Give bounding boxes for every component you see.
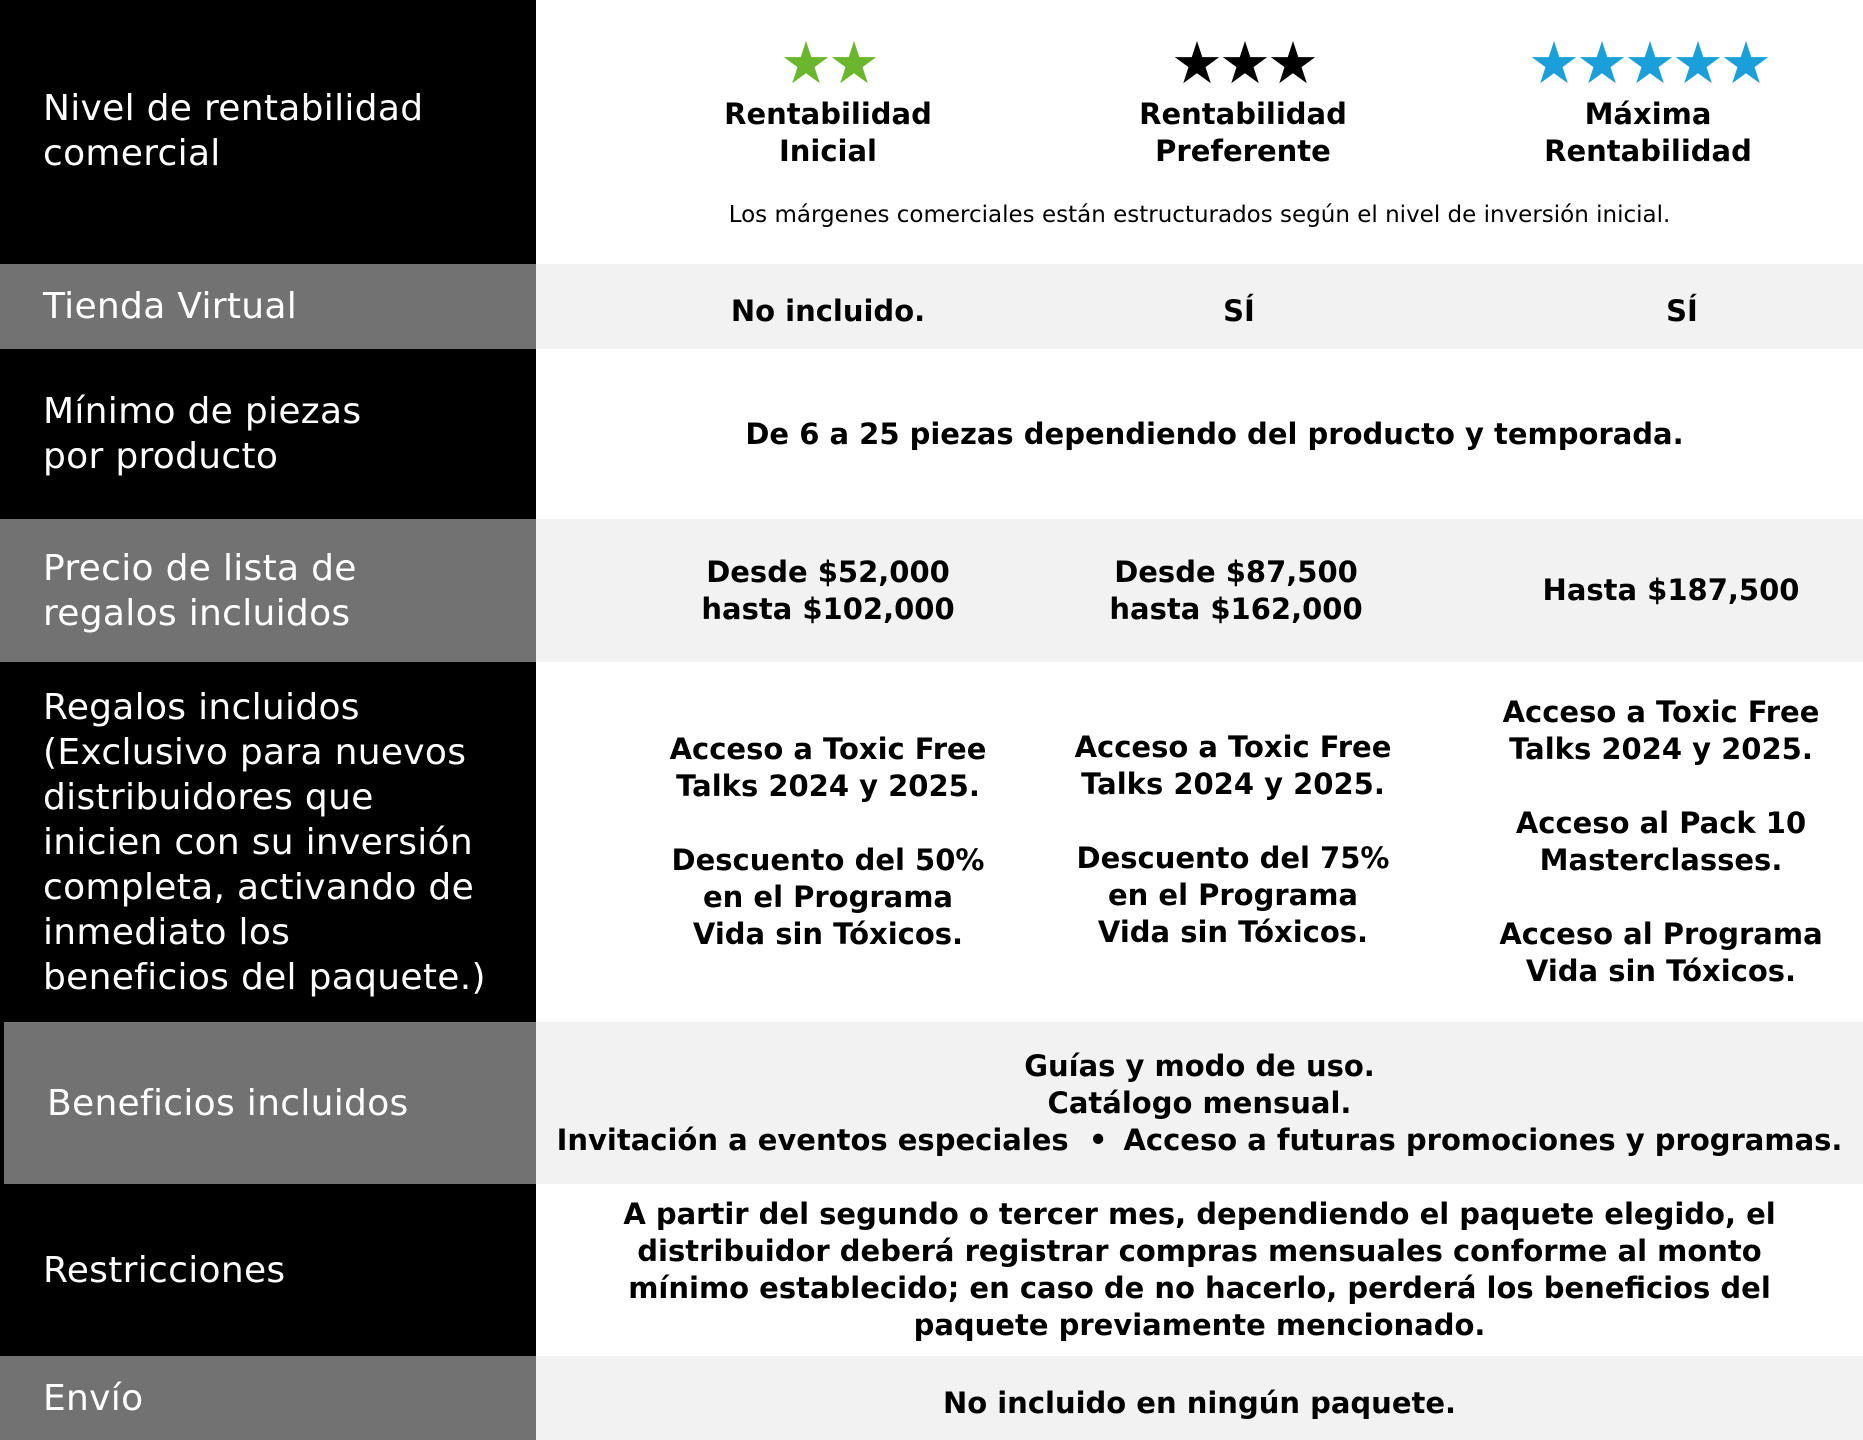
restrictions-text [536, 1184, 1863, 1356]
value-tier-2: SÍ [1223, 294, 1255, 328]
row-label-benefits [0, 1022, 536, 1184]
row-label-gifts [0, 662, 536, 1022]
minimum-pieces-text: De 6 a 25 piezas dependiendo del producto y temporada. [745, 416, 1684, 451]
gifts-tier-2 [1033, 662, 1433, 1022]
star-rating-3-icon: ★★★ [1171, 29, 1315, 97]
gift-price-values [536, 519, 1863, 662]
gifts-tier-3 [1461, 662, 1861, 1022]
shipping-text: No incluido en ningún paquete. [942, 1385, 1457, 1420]
benefit-line2: Catálogo mensual. [1047, 1085, 1352, 1120]
price-line1: Desde $52,000 [706, 554, 950, 589]
restriction-line4: paquete previamente mencionado. [913, 1308, 1486, 1342]
price-tier-1 [628, 519, 1028, 662]
gift-line: en el Programa [1107, 878, 1358, 912]
tier-name-line2: Inicial [778, 134, 878, 168]
label-text-line5: completa, activando de [43, 866, 475, 908]
gift-line: Talks 2024 y 2025. [1081, 767, 1385, 801]
tier-name-line1: Rentabilidad [1139, 97, 1347, 131]
label-text: Tienda Virtual [43, 286, 298, 327]
row-virtual-store [0, 264, 1863, 349]
restriction-line2: distribuidor deberá registrar compras mensuales conforme al monto [637, 1234, 1762, 1268]
star-rating-2-icon: ★★ [780, 29, 876, 97]
benefit-line1: Guías y modo de uso. [1024, 1048, 1375, 1083]
price-tier-3 [1471, 519, 1863, 662]
benefit-line3 [557, 1122, 1843, 1159]
value-tier-1: No incluido. [730, 294, 926, 328]
gift-line: Acceso al Programa [1499, 917, 1823, 951]
tier-initial [628, 29, 1028, 170]
label-text: Restricciones [43, 1249, 286, 1291]
gift-line: Descuento del 75% [1076, 841, 1390, 875]
label-text-line4: inicien con su inversión [43, 821, 473, 863]
gift-line: Talks 2024 y 2025. [676, 769, 980, 803]
profitability-tiers [536, 0, 1863, 264]
row-minimum-pieces [0, 349, 1863, 519]
gift-line: en el Programa [702, 880, 953, 914]
price-line1: Hasta $187,500 [1542, 573, 1800, 607]
gift-line: Masterclasses. [1539, 843, 1783, 877]
star-rating-5-icon: ★★★★★ [1528, 29, 1768, 97]
row-label-gift-price [0, 519, 536, 662]
virtual-store-values [536, 264, 1863, 349]
label-text-line2: por producto [43, 436, 279, 477]
benefits-text [536, 1022, 1863, 1184]
tier-name-line1: Rentabilidad [724, 97, 932, 131]
benefit-line3b: Acceso a futuras promociones y programas. [1123, 1122, 1843, 1157]
benefit-line3a: Invitación a eventos especiales [556, 1122, 1069, 1157]
gift-line: Acceso a Toxic Free [669, 732, 987, 766]
row-restrictions [0, 1184, 1863, 1356]
label-text-line3: distribuidores que [43, 776, 374, 818]
tier-name-line2: Rentabilidad [1544, 134, 1752, 168]
shipping-values [536, 1356, 1863, 1440]
gift-line: Vida sin Tóxicos. [692, 917, 964, 951]
restriction-line3: mínimo establecido; en caso de no hacerlo, perderá los beneficios del [628, 1271, 1771, 1305]
gifts-values [536, 662, 1863, 1022]
row-label-profitability [0, 0, 536, 264]
gift-line: Acceso a Toxic Free [1074, 730, 1392, 764]
gift-line: Vida sin Tóxicos. [1097, 915, 1369, 949]
gift-line: Acceso al Pack 10 [1515, 806, 1807, 840]
gift-line: Vida sin Tóxicos. [1525, 954, 1797, 988]
gift-line: Talks 2024 y 2025. [1509, 732, 1813, 766]
label-text-line2: regalos incluidos [43, 592, 351, 634]
tier-name-line1: Máxima [1584, 97, 1712, 131]
label-text: Nivel de rentabilidad comercial [43, 88, 424, 174]
label-text: Beneficios incluidos [47, 1082, 409, 1124]
tier-preferred [1043, 29, 1443, 170]
row-label-minimum-pieces [0, 349, 536, 519]
label-text-line2: (Exclusivo para nuevos [43, 731, 467, 773]
minimum-pieces-value [536, 349, 1863, 519]
row-gift-price [0, 519, 1863, 662]
bullet-icon: • [1088, 1122, 1108, 1157]
row-label-shipping [0, 1356, 536, 1440]
label-text-line1: Regalos incluidos [43, 686, 360, 728]
margin-note: Los márgenes comerciales están estructurados según el nivel de inversión inicial. [728, 202, 1671, 228]
gift-line: Descuento del 50% [671, 843, 985, 877]
row-gifts [0, 662, 1863, 1022]
tier-maximum [1448, 29, 1848, 170]
price-line1: Desde $87,500 [1114, 554, 1358, 589]
gift-line: Acceso a Toxic Free [1502, 695, 1820, 729]
gifts-tier-1 [628, 662, 1028, 1022]
label-text-line6: inmediato los [43, 911, 291, 953]
restrictions-values [536, 1184, 1863, 1356]
restriction-line1: A partir del segundo o tercer mes, dependiendo el paquete elegido, el [623, 1197, 1776, 1231]
row-shipping [0, 1356, 1863, 1440]
label-text-line1: Precio de lista de [43, 547, 357, 589]
row-profitability [0, 0, 1863, 264]
label-text-line7: beneficios del paquete.) [43, 956, 486, 998]
price-line2: hasta $162,000 [1109, 591, 1363, 626]
price-tier-2 [1036, 519, 1436, 662]
value-tier-3: SÍ [1666, 294, 1698, 328]
row-label-restrictions [0, 1184, 536, 1356]
row-benefits [0, 1022, 1863, 1184]
row-label-virtual-store [0, 264, 536, 349]
benefits-values [536, 1022, 1863, 1184]
label-text: Envío [43, 1377, 144, 1419]
tier-name-line2: Preferente [1155, 134, 1331, 168]
price-line2: hasta $102,000 [701, 591, 955, 626]
label-text-line1: Mínimo de piezas [43, 391, 362, 432]
